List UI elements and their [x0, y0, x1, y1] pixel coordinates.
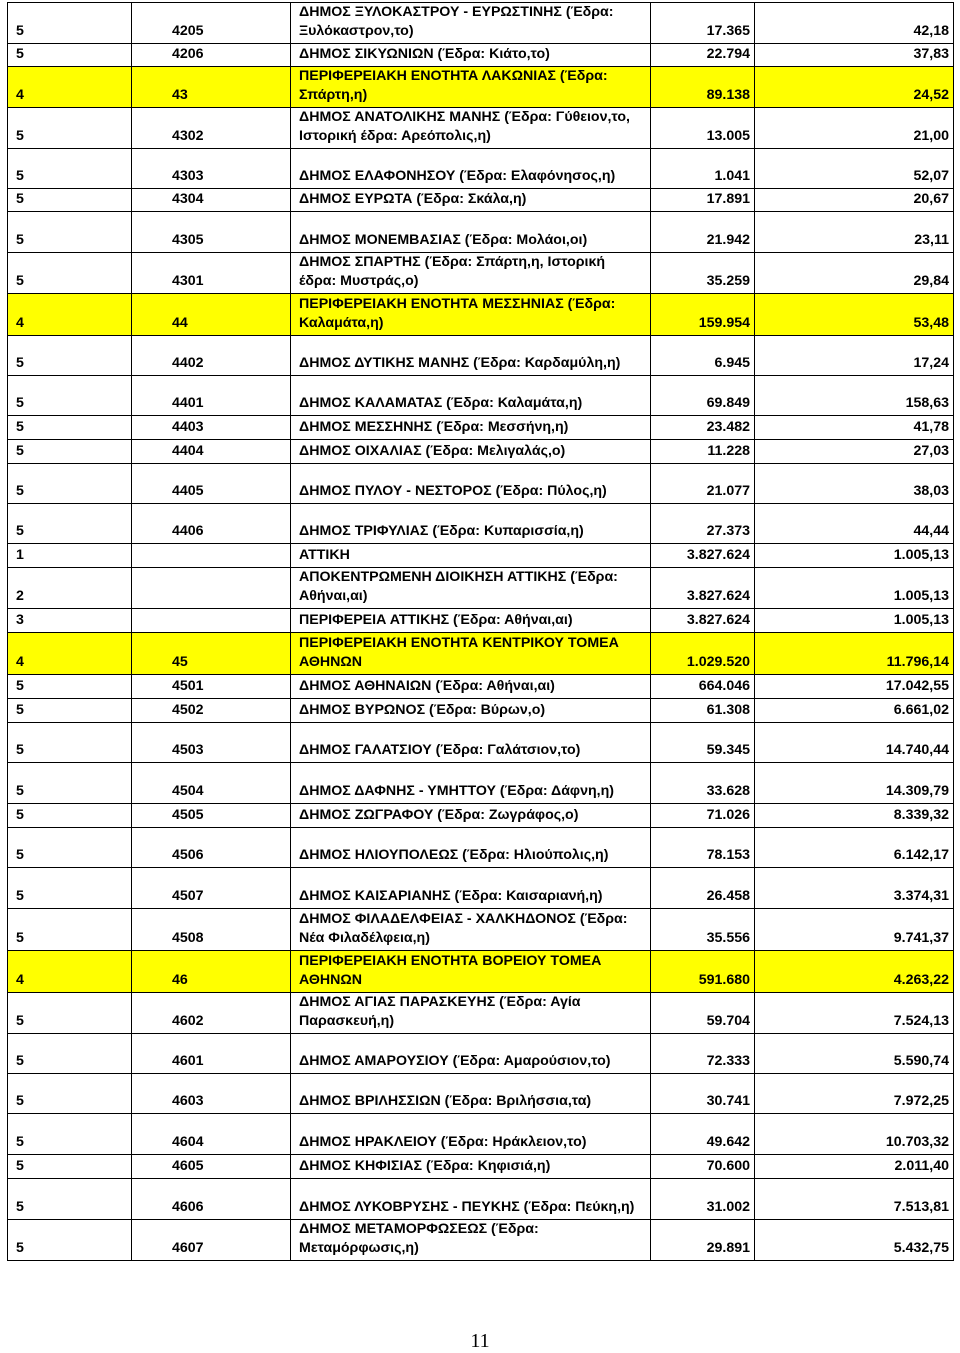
population-cell: 70.600 — [651, 1155, 755, 1179]
code-cell: 4401 — [132, 376, 291, 416]
code-cell: 4501 — [132, 675, 291, 699]
name-cell: ΔΗΜΟΣ ΦΙΛΑΔΕΛΦΕΙΑΣ - ΧΑΛΚΗΔΟΝΟΣ (Έδρα: Νέα Φιλαδέλφεια,η) — [291, 909, 651, 951]
table-row — [8, 253, 954, 294]
level-cell: 3 — [8, 609, 132, 633]
level-cell: 4 — [8, 294, 132, 336]
level-cell: 5 — [8, 108, 132, 149]
area-cell: 1.005,13 — [755, 544, 954, 568]
area-cell: 14.309,79 — [755, 763, 954, 804]
population-cell: 1.029.520 — [651, 633, 755, 675]
code-cell: 4505 — [132, 804, 291, 828]
level-cell: 5 — [8, 699, 132, 723]
area-cell: 4.263,22 — [755, 951, 954, 993]
name-cell: ΔΗΜΟΣ ΖΩΓΡΑΦΟΥ (Έδρα: Ζωγράφος,ο) — [291, 804, 651, 828]
code-cell: 4504 — [132, 763, 291, 804]
code-cell: 4502 — [132, 699, 291, 723]
table-row — [8, 763, 954, 804]
population-cell: 3.827.624 — [651, 568, 755, 609]
code-cell: 4304 — [132, 189, 291, 212]
area-cell: 52,07 — [755, 149, 954, 189]
table-row — [8, 376, 954, 416]
table-row — [8, 699, 954, 723]
area-cell: 1.005,13 — [755, 568, 954, 609]
code-cell: 4601 — [132, 1034, 291, 1074]
population-cell: 21.077 — [651, 464, 755, 504]
population-cell: 664.046 — [651, 675, 755, 699]
table-row — [8, 828, 954, 868]
population-cell: 27.373 — [651, 504, 755, 544]
table-row — [8, 212, 954, 253]
code-cell: 4602 — [132, 993, 291, 1034]
code-cell: 4303 — [132, 149, 291, 189]
name-cell: ΔΗΜΟΣ ΛΥΚΟΒΡΥΣΗΣ - ΠΕΥΚΗΣ (Έδρα: Πεύκη,η) — [291, 1179, 651, 1220]
table-row-highlighted — [8, 67, 954, 108]
code-cell: 4603 — [132, 1074, 291, 1114]
code-cell: 43 — [132, 67, 291, 108]
level-cell: 5 — [8, 189, 132, 212]
level-cell: 2 — [8, 568, 132, 609]
area-cell: 44,44 — [755, 504, 954, 544]
population-cell: 29.891 — [651, 1220, 755, 1261]
area-cell: 8.339,32 — [755, 804, 954, 828]
code-cell: 4301 — [132, 253, 291, 294]
level-cell: 5 — [8, 149, 132, 189]
level-cell: 5 — [8, 804, 132, 828]
code-cell: 4305 — [132, 212, 291, 253]
population-cell: 31.002 — [651, 1179, 755, 1220]
table-row — [8, 1220, 954, 1261]
name-cell: ΔΗΜΟΣ ΤΡΙΦΥΛΙΑΣ (Έδρα: Κυπαρισσία,η) — [291, 504, 651, 544]
code-cell: 4405 — [132, 464, 291, 504]
name-cell: ΔΗΜΟΣ ΣΙΚΥΩΝΙΩΝ (Έδρα: Κιάτο,το) — [291, 44, 651, 67]
level-cell: 5 — [8, 993, 132, 1034]
name-cell: ΔΗΜΟΣ ΗΛΙΟΥΠΟΛΕΩΣ (Έδρα: Ηλιούπολις,η) — [291, 828, 651, 868]
page-number: 11 — [470, 1330, 490, 1352]
name-cell: ΔΗΜΟΣ ΓΑΛΑΤΣΙΟΥ (Έδρα: Γαλάτσιον,το) — [291, 723, 651, 763]
name-cell: ΔΗΜΟΣ ΑΓΙΑΣ ΠΑΡΑΣΚΕΥΗΣ (Έδρα: Αγία Παρασκευή,η) — [291, 993, 651, 1034]
name-cell: ΔΗΜΟΣ ΜΕΣΣΗΝΗΣ (Έδρα: Μεσσήνη,η) — [291, 416, 651, 440]
level-cell: 5 — [8, 868, 132, 909]
population-cell: 22.794 — [651, 44, 755, 67]
area-cell: 7.513,81 — [755, 1179, 954, 1220]
population-cell: 69.849 — [651, 376, 755, 416]
code-cell: 4604 — [132, 1114, 291, 1155]
name-cell: ΔΗΜΟΣ ΑΜΑΡΟΥΣΙΟΥ (Έδρα: Αμαρούσιον,το) — [291, 1034, 651, 1074]
name-cell: ΔΗΜΟΣ ΟΙΧΑΛΙΑΣ (Έδρα: Μελιγαλάς,ο) — [291, 440, 651, 464]
level-cell: 5 — [8, 1155, 132, 1179]
area-cell: 27,03 — [755, 440, 954, 464]
level-cell: 4 — [8, 67, 132, 108]
name-cell: ΔΗΜΟΣ ΞΥΛΟΚΑΣΤΡΟΥ - ΕΥΡΩΣΤΙΝΗΣ (Έδρα: Ξυλόκαστρον,το) — [291, 3, 651, 44]
level-cell: 5 — [8, 44, 132, 67]
table-row — [8, 1179, 954, 1220]
level-cell: 5 — [8, 763, 132, 804]
area-cell: 10.703,32 — [755, 1114, 954, 1155]
table-row — [8, 568, 954, 609]
level-cell: 5 — [8, 504, 132, 544]
name-cell: ΔΗΜΟΣ ΔΑΦΝΗΣ - ΥΜΗΤΤΟΥ (Έδρα: Δάφνη,η) — [291, 763, 651, 804]
area-cell: 7.972,25 — [755, 1074, 954, 1114]
area-cell: 11.796,14 — [755, 633, 954, 675]
level-cell: 5 — [8, 1114, 132, 1155]
area-cell: 5.432,75 — [755, 1220, 954, 1261]
table-row — [8, 440, 954, 464]
area-cell: 20,67 — [755, 189, 954, 212]
code-cell — [132, 609, 291, 633]
table-row — [8, 993, 954, 1034]
code-cell — [132, 544, 291, 568]
code-cell: 4606 — [132, 1179, 291, 1220]
population-cell: 30.741 — [651, 1074, 755, 1114]
area-cell: 6.142,17 — [755, 828, 954, 868]
name-cell: ΔΗΜΟΣ ΑΘΗΝΑΙΩΝ (Έδρα: Αθήναι,αι) — [291, 675, 651, 699]
population-cell: 17.891 — [651, 189, 755, 212]
level-cell: 5 — [8, 212, 132, 253]
population-cell: 33.628 — [651, 763, 755, 804]
population-cell: 11.228 — [651, 440, 755, 464]
code-cell: 4402 — [132, 336, 291, 376]
population-cell: 59.704 — [651, 993, 755, 1034]
population-cell: 71.026 — [651, 804, 755, 828]
table-row — [8, 108, 954, 149]
population-cell: 89.138 — [651, 67, 755, 108]
name-cell: ΠΕΡΙΦΕΡΕΙΑΚΗ ΕΝΟΤΗΤΑ ΛΑΚΩΝΙΑΣ (Έδρα: Σπάρτη,η) — [291, 67, 651, 108]
table-row — [8, 336, 954, 376]
area-cell: 14.740,44 — [755, 723, 954, 763]
population-cell: 26.458 — [651, 868, 755, 909]
level-cell: 5 — [8, 828, 132, 868]
level-cell: 5 — [8, 723, 132, 763]
population-cell: 3.827.624 — [651, 609, 755, 633]
area-cell: 9.741,37 — [755, 909, 954, 951]
name-cell: ΔΗΜΟΣ ΚΗΦΙΣΙΑΣ (Έδρα: Κηφισιά,η) — [291, 1155, 651, 1179]
code-cell: 4605 — [132, 1155, 291, 1179]
table-row — [8, 544, 954, 568]
code-cell: 4404 — [132, 440, 291, 464]
table-row — [8, 868, 954, 909]
level-cell: 5 — [8, 336, 132, 376]
population-cell: 159.954 — [651, 294, 755, 336]
area-cell: 21,00 — [755, 108, 954, 149]
area-cell: 23,11 — [755, 212, 954, 253]
table-row — [8, 1034, 954, 1074]
code-cell: 4403 — [132, 416, 291, 440]
name-cell: ΠΕΡΙΦΕΡΕΙΑΚΗ ΕΝΟΤΗΤΑ ΒΟΡΕΙΟΥ ΤΟΜΕΑ ΑΘΗΝΩΝ — [291, 951, 651, 993]
level-cell: 5 — [8, 1220, 132, 1261]
table-row — [8, 464, 954, 504]
table-row — [8, 723, 954, 763]
level-cell: 5 — [8, 253, 132, 294]
code-cell: 4206 — [132, 44, 291, 67]
table-row — [8, 44, 954, 67]
table-row — [8, 1114, 954, 1155]
area-cell: 17,24 — [755, 336, 954, 376]
level-cell: 5 — [8, 464, 132, 504]
name-cell: ΔΗΜΟΣ ΕΛΑΦΟΝΗΣΟΥ (Έδρα: Ελαφόνησος,η) — [291, 149, 651, 189]
population-cell: 61.308 — [651, 699, 755, 723]
area-cell: 37,83 — [755, 44, 954, 67]
name-cell: ΠΕΡΙΦΕΡΕΙΑΚΗ ΕΝΟΤΗΤΑ ΜΕΣΣΗΝΙΑΣ (Έδρα: Καλαμάτα,η) — [291, 294, 651, 336]
table-row — [8, 504, 954, 544]
level-cell: 5 — [8, 416, 132, 440]
population-cell: 35.259 — [651, 253, 755, 294]
population-cell: 23.482 — [651, 416, 755, 440]
name-cell: ΔΗΜΟΣ ΕΥΡΩΤΑ (Έδρα: Σκάλα,η) — [291, 189, 651, 212]
code-cell: 4503 — [132, 723, 291, 763]
name-cell: ΠΕΡΙΦΕΡΕΙΑΚΗ ΕΝΟΤΗΤΑ ΚΕΝΤΡΙΚΟΥ ΤΟΜΕΑ ΑΘΗΝΩΝ — [291, 633, 651, 675]
level-cell: 4 — [8, 951, 132, 993]
table-row-highlighted — [8, 633, 954, 675]
name-cell: ΔΗΜΟΣ ΜΟΝΕΜΒΑΣΙΑΣ (Έδρα: Μολάοι,οι) — [291, 212, 651, 253]
code-cell: 4406 — [132, 504, 291, 544]
area-cell: 38,03 — [755, 464, 954, 504]
level-cell: 5 — [8, 1034, 132, 1074]
table-body — [8, 3, 954, 1261]
area-cell: 17.042,55 — [755, 675, 954, 699]
code-cell — [132, 568, 291, 609]
table-row — [8, 149, 954, 189]
population-cell: 35.556 — [651, 909, 755, 951]
table-row — [8, 909, 954, 951]
table-row-highlighted — [8, 294, 954, 336]
level-cell: 1 — [8, 544, 132, 568]
code-cell: 45 — [132, 633, 291, 675]
area-cell: 7.524,13 — [755, 993, 954, 1034]
code-cell: 4205 — [132, 3, 291, 44]
population-cell: 59.345 — [651, 723, 755, 763]
level-cell: 5 — [8, 909, 132, 951]
level-cell: 5 — [8, 440, 132, 464]
municipalities-table — [7, 2, 954, 1261]
population-cell: 6.945 — [651, 336, 755, 376]
name-cell: ΔΗΜΟΣ ΒΡΙΛΗΣΣΙΩΝ (Έδρα: Βριλήσσια,τα) — [291, 1074, 651, 1114]
population-cell: 3.827.624 — [651, 544, 755, 568]
name-cell: ΠΕΡΙΦΕΡΕΙΑ ΑΤΤΙΚΗΣ (Έδρα: Αθήναι,αι) — [291, 609, 651, 633]
population-cell: 591.680 — [651, 951, 755, 993]
table-row — [8, 1074, 954, 1114]
code-cell: 4508 — [132, 909, 291, 951]
table-row — [8, 804, 954, 828]
table-row — [8, 609, 954, 633]
code-cell: 44 — [132, 294, 291, 336]
population-cell: 17.365 — [651, 3, 755, 44]
level-cell: 5 — [8, 1074, 132, 1114]
level-cell: 5 — [8, 376, 132, 416]
area-cell: 29,84 — [755, 253, 954, 294]
name-cell: ΔΗΜΟΣ ΑΝΑΤΟΛΙΚΗΣ ΜΑΝΗΣ (Έδρα: Γύθειον,το, Ιστορική έδρα: Αρεόπολις,η) — [291, 108, 651, 149]
name-cell: ΔΗΜΟΣ ΚΑΛΑΜΑΤΑΣ (Έδρα: Καλαμάτα,η) — [291, 376, 651, 416]
area-cell: 2.011,40 — [755, 1155, 954, 1179]
area-cell: 42,18 — [755, 3, 954, 44]
name-cell: ΔΗΜΟΣ ΔΥΤΙΚΗΣ ΜΑΝΗΣ (Έδρα: Καρδαμύλη,η) — [291, 336, 651, 376]
population-cell: 13.005 — [651, 108, 755, 149]
population-cell: 78.153 — [651, 828, 755, 868]
name-cell: ΔΗΜΟΣ ΗΡΑΚΛΕΙΟΥ (Έδρα: Ηράκλειον,το) — [291, 1114, 651, 1155]
area-cell: 41,78 — [755, 416, 954, 440]
code-cell: 4302 — [132, 108, 291, 149]
table-row — [8, 675, 954, 699]
level-cell: 5 — [8, 675, 132, 699]
table-row-highlighted — [8, 951, 954, 993]
table-row — [8, 1155, 954, 1179]
area-cell: 53,48 — [755, 294, 954, 336]
area-cell: 6.661,02 — [755, 699, 954, 723]
code-cell: 46 — [132, 951, 291, 993]
name-cell: ΑΠΟΚΕΝΤΡΩΜΕΝΗ ΔΙΟΙΚΗΣΗ ΑΤΤΙΚΗΣ (Έδρα: Αθήναι,αι) — [291, 568, 651, 609]
table-row — [8, 3, 954, 44]
name-cell: ΔΗΜΟΣ ΜΕΤΑΜΟΡΦΩΣΕΩΣ (Έδρα: Μεταμόρφωσις,η) — [291, 1220, 651, 1261]
population-cell: 1.041 — [651, 149, 755, 189]
area-cell: 3.374,31 — [755, 868, 954, 909]
table-row — [8, 189, 954, 212]
population-cell: 21.942 — [651, 212, 755, 253]
name-cell: ΔΗΜΟΣ ΠΥΛΟΥ - ΝΕΣΤΟΡΟΣ (Έδρα: Πύλος,η) — [291, 464, 651, 504]
population-cell: 49.642 — [651, 1114, 755, 1155]
code-cell: 4607 — [132, 1220, 291, 1261]
area-cell: 5.590,74 — [755, 1034, 954, 1074]
name-cell: ΔΗΜΟΣ ΣΠΑΡΤΗΣ (Έδρα: Σπάρτη,η, Ιστορική έδρα: Μυστράς,ο) — [291, 253, 651, 294]
name-cell: ΔΗΜΟΣ ΚΑΙΣΑΡΙΑΝΗΣ (Έδρα: Καισαριανή,η) — [291, 868, 651, 909]
table-row — [8, 416, 954, 440]
level-cell: 5 — [8, 3, 132, 44]
code-cell: 4507 — [132, 868, 291, 909]
population-cell: 72.333 — [651, 1034, 755, 1074]
name-cell: ΔΗΜΟΣ ΒΥΡΩΝΟΣ (Έδρα: Βύρων,ο) — [291, 699, 651, 723]
area-cell: 158,63 — [755, 376, 954, 416]
level-cell: 5 — [8, 1179, 132, 1220]
area-cell: 1.005,13 — [755, 609, 954, 633]
name-cell: ΑΤΤΙΚΗ — [291, 544, 651, 568]
code-cell: 4506 — [132, 828, 291, 868]
level-cell: 4 — [8, 633, 132, 675]
area-cell: 24,52 — [755, 67, 954, 108]
